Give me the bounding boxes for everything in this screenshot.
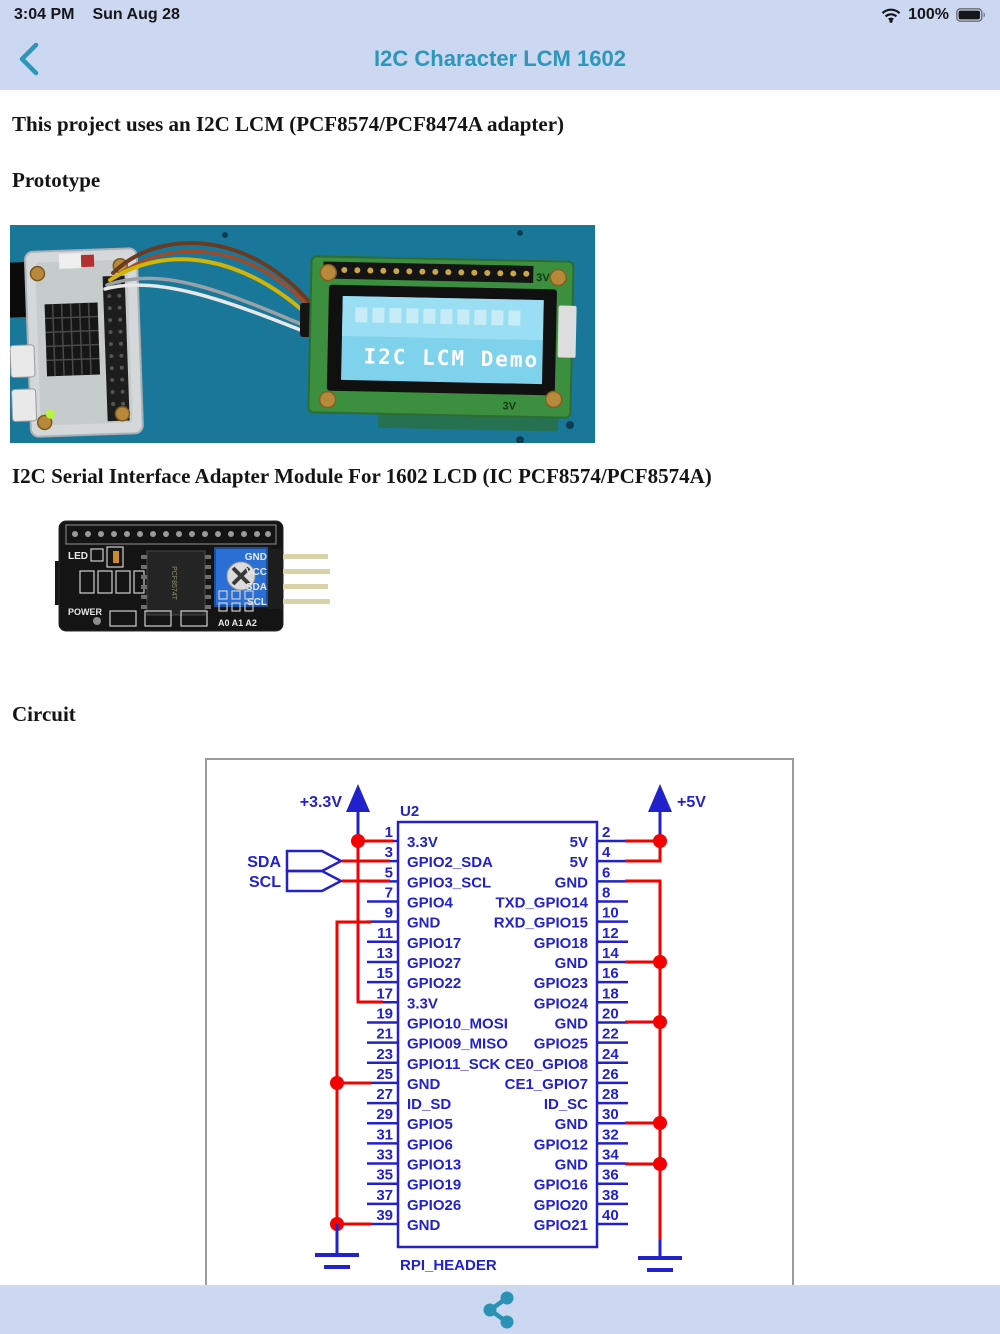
prototype-heading: Prototype <box>12 168 101 192</box>
battery-percent: 100% <box>908 6 949 23</box>
pin-label: TXD_GPIO14 <box>495 894 588 912</box>
pin-label: GND <box>407 914 441 932</box>
pin-label: GPIO09_MISO <box>407 1035 508 1053</box>
pin-number: 29 <box>376 1106 393 1124</box>
status-time: 3:04 PM <box>14 6 75 23</box>
pin-number: 21 <box>376 1025 393 1043</box>
chevron-left-icon <box>22 45 36 73</box>
page-title: I2C Character LCM 1602 <box>374 46 626 71</box>
status-date: Sun Aug 28 <box>92 6 180 23</box>
power-label: POWER <box>68 607 103 617</box>
pin-number: 1 <box>384 824 393 841</box>
pin-label: GND <box>554 954 588 972</box>
pin-label: GPIO12 <box>533 1136 588 1154</box>
pin-number: 27 <box>376 1086 393 1104</box>
pin-number: 31 <box>376 1126 393 1144</box>
pin-number: 5 <box>384 864 393 882</box>
net-sda-label: SDA <box>247 854 281 871</box>
pin-number: 2 <box>602 824 611 841</box>
intro-heading: This project uses an I2C LCM (PCF8574/PCF8474A adapter) <box>12 112 565 136</box>
pin-number: 30 <box>602 1106 619 1124</box>
pin-label: GPIO22 <box>407 975 462 993</box>
adapter-module-photo <box>55 513 337 640</box>
svg-text:VCC: VCC <box>245 567 267 578</box>
pin-label: GPIO17 <box>407 934 462 952</box>
pin-number: 11 <box>377 924 393 942</box>
svg-text:GND: GND <box>244 552 267 563</box>
pin-number: 34 <box>602 1146 619 1164</box>
pin-number: 12 <box>602 924 619 942</box>
pin-label: CE1_GPIO7 <box>504 1075 588 1093</box>
pin-number: 20 <box>602 1005 619 1023</box>
pin-label: GPIO18 <box>533 934 588 952</box>
pin-number: 8 <box>602 884 611 902</box>
pin-label: 3.3V <box>407 834 438 851</box>
pin-number: 19 <box>376 1005 393 1023</box>
pin-number: 22 <box>602 1025 619 1043</box>
svg-text:+5V: +5V <box>677 794 706 811</box>
pcb-marking-bottom: 3V <box>502 400 517 413</box>
pin-label: GPIO21 <box>533 1217 588 1235</box>
pin-number: 35 <box>376 1166 393 1184</box>
chip-part: RPI_HEADER <box>400 1257 497 1274</box>
share-icon <box>484 1292 514 1329</box>
pin-number: 40 <box>602 1207 619 1225</box>
pin-label: CE0_GPIO8 <box>504 1055 588 1073</box>
pin-number: 36 <box>602 1166 619 1184</box>
pin-label: GND <box>554 1015 588 1033</box>
pin-number: 28 <box>602 1086 619 1104</box>
pin-number: 17 <box>376 985 393 1003</box>
pin-label: GPIO6 <box>407 1136 453 1154</box>
pin-label: GPIO19 <box>407 1176 462 1194</box>
pin-label: GND <box>407 1217 441 1235</box>
ic-label: PCF8574T <box>170 566 177 600</box>
lcd-text: I2C LCM Demo <box>363 344 540 373</box>
pin-label: 3.3V <box>407 995 438 1013</box>
pin-label: GPIO16 <box>533 1176 588 1194</box>
circuit-heading: Circuit <box>12 702 76 726</box>
pin-label: 5V <box>569 854 588 872</box>
pin-number: 39 <box>376 1207 393 1225</box>
battery-full-icon <box>956 8 986 22</box>
circuit-diagram <box>205 758 795 1285</box>
svg-text:SDA: SDA <box>245 582 267 593</box>
lcd-module <box>308 256 578 432</box>
pin-number: 18 <box>602 985 619 1003</box>
pin-number: 10 <box>602 904 619 922</box>
pin-label: GPIO25 <box>533 1035 588 1053</box>
pin-label: GPIO27 <box>407 954 462 972</box>
prototype-photo <box>10 225 595 443</box>
pin-label: GPIO3_SCL <box>407 874 492 892</box>
pin-label: GPIO2_SDA <box>407 854 493 872</box>
wifi-icon <box>881 8 901 23</box>
pin-label: RXD_GPIO15 <box>493 914 588 932</box>
pin-number: 16 <box>602 965 619 983</box>
pin-number: 24 <box>602 1045 619 1063</box>
back-button[interactable] <box>12 40 48 78</box>
pin-label: GPIO5 <box>407 1116 453 1134</box>
pin-number: 38 <box>602 1186 619 1204</box>
pin-number: 25 <box>376 1065 393 1083</box>
pin-number: 15 <box>376 965 393 983</box>
pin-label: 5V <box>569 834 588 851</box>
pin-label: GPIO13 <box>407 1156 462 1174</box>
pin-label: GND <box>554 1156 588 1174</box>
pin-label: GND <box>407 1075 441 1093</box>
pin-label: GPIO24 <box>533 995 588 1013</box>
pin-number: 9 <box>384 904 393 922</box>
pin-number: 13 <box>376 944 393 962</box>
pin-label: GPIO10_MOSI <box>407 1015 508 1033</box>
pin-number: 23 <box>376 1045 393 1063</box>
pin-label: GND <box>554 874 588 892</box>
adapter-heading: I2C Serial Interface Adapter Module For 1602 LCD (IC PCF8574/PCF8574A) <box>12 464 712 488</box>
pin-number: 37 <box>376 1186 393 1204</box>
pin-number: 7 <box>384 884 393 902</box>
led-label: LED <box>68 551 88 562</box>
pin-label: GND <box>554 1116 588 1134</box>
pin-label: GPIO20 <box>533 1196 588 1214</box>
pcb-marking-top: 3V <box>536 272 550 285</box>
pin-label: GPIO23 <box>533 975 588 993</box>
pin-number: 6 <box>602 864 611 882</box>
pin-label: GPIO4 <box>407 894 453 912</box>
pin-number: 33 <box>376 1146 393 1164</box>
raspberry-pi <box>10 248 143 437</box>
pin-label: GPIO11_SCK <box>407 1055 501 1073</box>
svg-text:+3.3V: +3.3V <box>299 794 342 811</box>
pin-label: GPIO26 <box>407 1196 462 1214</box>
pin-label: ID_SD <box>407 1096 452 1114</box>
pin-number: 14 <box>602 944 619 962</box>
addr-label: A0 A1 A2 <box>218 618 257 628</box>
footer-toolbar <box>0 1285 1000 1334</box>
nav-bar <box>0 28 1000 90</box>
pin-label: ID_SC <box>543 1096 588 1114</box>
status-bar <box>0 0 1000 28</box>
chip-designator: U2 <box>400 803 420 820</box>
share-button[interactable] <box>480 1289 520 1331</box>
pin-number: 32 <box>602 1126 619 1144</box>
pin-number: 3 <box>384 844 393 862</box>
pin-number: 4 <box>602 844 611 862</box>
net-scl-label: SCL <box>249 874 281 891</box>
pin-number: 26 <box>602 1065 619 1083</box>
svg-text:SCL: SCL <box>247 597 267 608</box>
